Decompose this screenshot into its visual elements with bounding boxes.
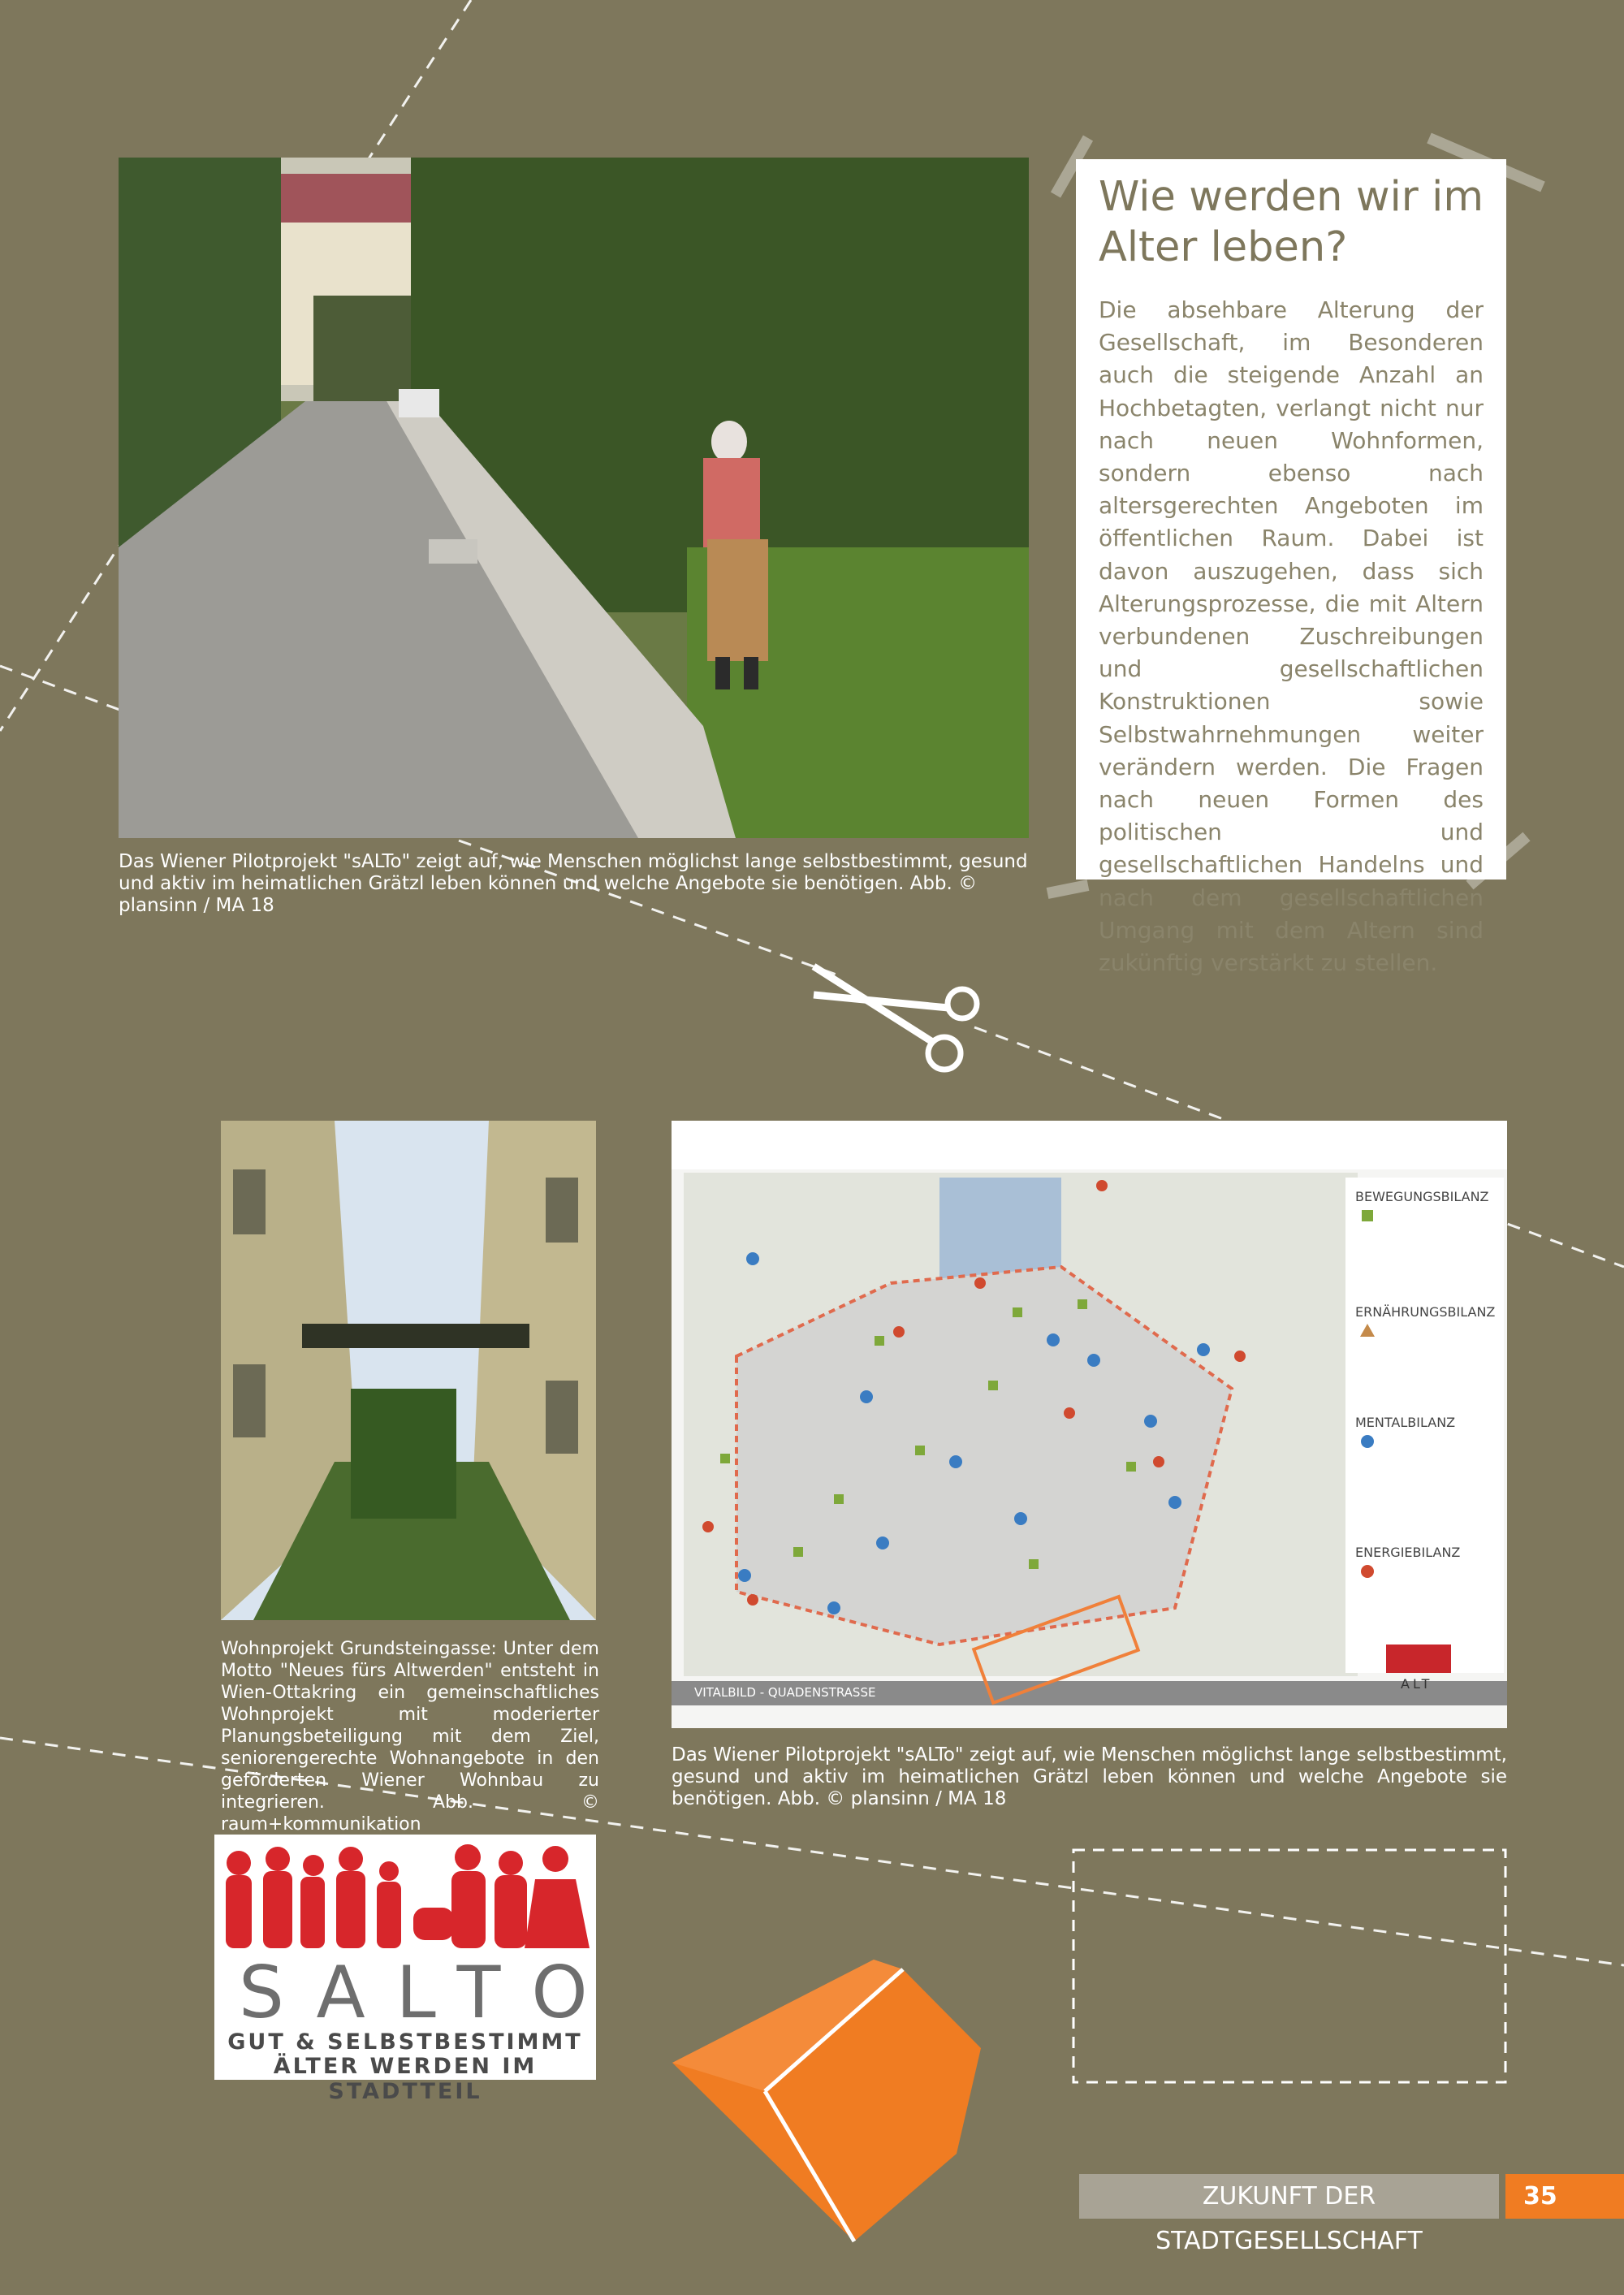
page-number: 35	[1505, 2174, 1624, 2219]
map-legend-bewegung: BEWEGUNGSBILANZ	[1355, 1189, 1489, 1204]
article-title: Wie werden wir im Alter leben?	[1099, 173, 1484, 271]
top-photo-caption: Das Wiener Pilotprojekt "sALTo" zeigt auf, wie Menschen möglichst lange selbstbestimmt, gesund und aktiv im heimatlichen Grätzl leben können und welche Angebote sie benötigen. Abb. © plansinn / MA 18	[119, 851, 1028, 916]
map-footer-label: VITALBILD - QUADENSTRASSE	[694, 1685, 876, 1700]
map-image	[672, 1121, 1507, 1728]
map-legend-energie: ENERGIEBILANZ	[1355, 1545, 1461, 1560]
article-body: Die absehbare Alterung der Gesellschaft, im Besonderen auch die steigende Anzahl an Hochbetagten, verlangt nicht nur nach neuen Wohnformen, sondern ebenso nach altersgerechten Angeboten im öffentlichen Raum. Dabei ist davon auszugehen, dass sich Alterungsprozesse, die mit Altern verbundenen Zuschreibungen und gesellschaftlichen Konstruktionen sowie Selbstwahrnehmungen weiter verändern werden. Die Fragen nach neuen Formen des politischen und gesellschaftlichen Handelns und nach dem gesellschaftlichen Umgang mit dem Altern sind zukünftig verstärkt zu stellen.	[1099, 296, 1484, 977]
logo-line-2: ÄLTER WERDEN IM STADTTEIL	[273, 2054, 538, 2104]
logo-word: SALTO	[239, 1951, 619, 2034]
map-logo-text: ALT	[1401, 1676, 1433, 1692]
salto-logo	[214, 1835, 619, 2104]
map-legend-mental: MENTALBILANZ	[1355, 1415, 1456, 1430]
logo-line-1: GUT & SELBSTBESTIMMT	[227, 2029, 583, 2055]
map-caption: Das Wiener Pilotprojekt "sALTo" zeigt auf, wie Menschen möglichst lange selbstbestimmt, gesund und aktiv im heimatlichen Grätzl leben können und welche Angebote sie benötigen. Abb. © plansinn / MA 18	[672, 1744, 1507, 1809]
courtyard-photo	[221, 1121, 596, 1620]
footer-section-title: ZUKUNFT DER STADTGESELLSCHAFT	[1079, 2174, 1499, 2219]
logo-figures	[214, 1835, 596, 1956]
scissors-icon	[814, 966, 977, 1070]
courtyard-caption: Wohnprojekt Grundsteingasse: Unter dem Motto "Neues fürs Altwerden" entsteht in Wien-Ottakring ein gemeinschaftliches Wohnprojekt mit moderierter Planungsbeteiligung mit dem Ziel, seniorengerechte Wohnangebote in den geförderten Wiener Wohnbau zu integrieren. Abb. © raum+kommunikation	[221, 1639, 599, 1835]
empty-placeholder-box	[1073, 1850, 1505, 2082]
orange-cube	[672, 1960, 981, 2241]
article-box	[1076, 159, 1506, 977]
street-photo	[119, 158, 1029, 838]
map-legend-ernaehrung: ERNÄHRUNGSBILANZ	[1355, 1304, 1496, 1320]
